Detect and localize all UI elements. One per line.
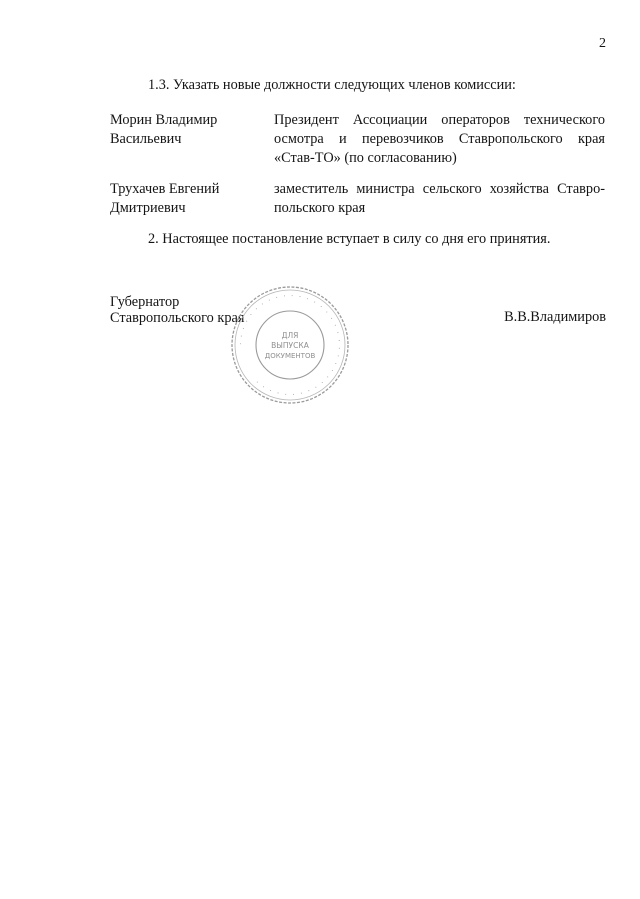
seal-graphic <box>228 283 352 407</box>
signatory-name: В.В.Владимиров <box>504 309 606 325</box>
signature-title <box>110 294 244 326</box>
member-position-line: заместитель министра сельского хозяйства Ставро- <box>274 181 605 197</box>
clause-2: 2. Настоящее постановление вступает в силу со дня его принятия. <box>148 231 551 247</box>
member-name-line: Морин Владимир <box>110 112 218 128</box>
clause-1-3: 1.3. Указать новые должности следующих членов комиссии: <box>148 77 516 93</box>
page-number: 2 <box>599 36 606 51</box>
member-name <box>110 180 260 218</box>
seal-center-line: ДЛЯ <box>281 331 299 340</box>
member-position <box>274 111 605 168</box>
seal-center-line: ДОКУМЕНТОВ <box>264 352 316 360</box>
member-position-line: «Став-ТО» (по согласованию) <box>274 150 457 166</box>
member-name-line: Дмитриевич <box>110 200 186 216</box>
member-name-line: Трухачев Евгений <box>110 181 220 197</box>
member-position-line: осмотра и перевозчиков Ставропольского края <box>274 131 605 147</box>
member-position <box>274 180 605 218</box>
member-name-line: Васильевич <box>110 131 182 147</box>
member-name <box>110 111 260 149</box>
member-position-line: польского края <box>274 200 366 216</box>
seal-center-line: ВЫПУСКА <box>271 341 309 350</box>
signature-title-line: Ставропольского края <box>110 310 245 326</box>
svg-text:· · · · · · · · · · · · · · ·: · · · · · · · · · · · · · · · · · · · · · · · · · · · · · · · · · · · <box>236 291 344 399</box>
signature-title-line: Губернатор <box>110 294 180 310</box>
official-seal-stamp <box>228 283 352 407</box>
member-position-line: Президент Ассоциации операторов технического <box>274 112 605 128</box>
